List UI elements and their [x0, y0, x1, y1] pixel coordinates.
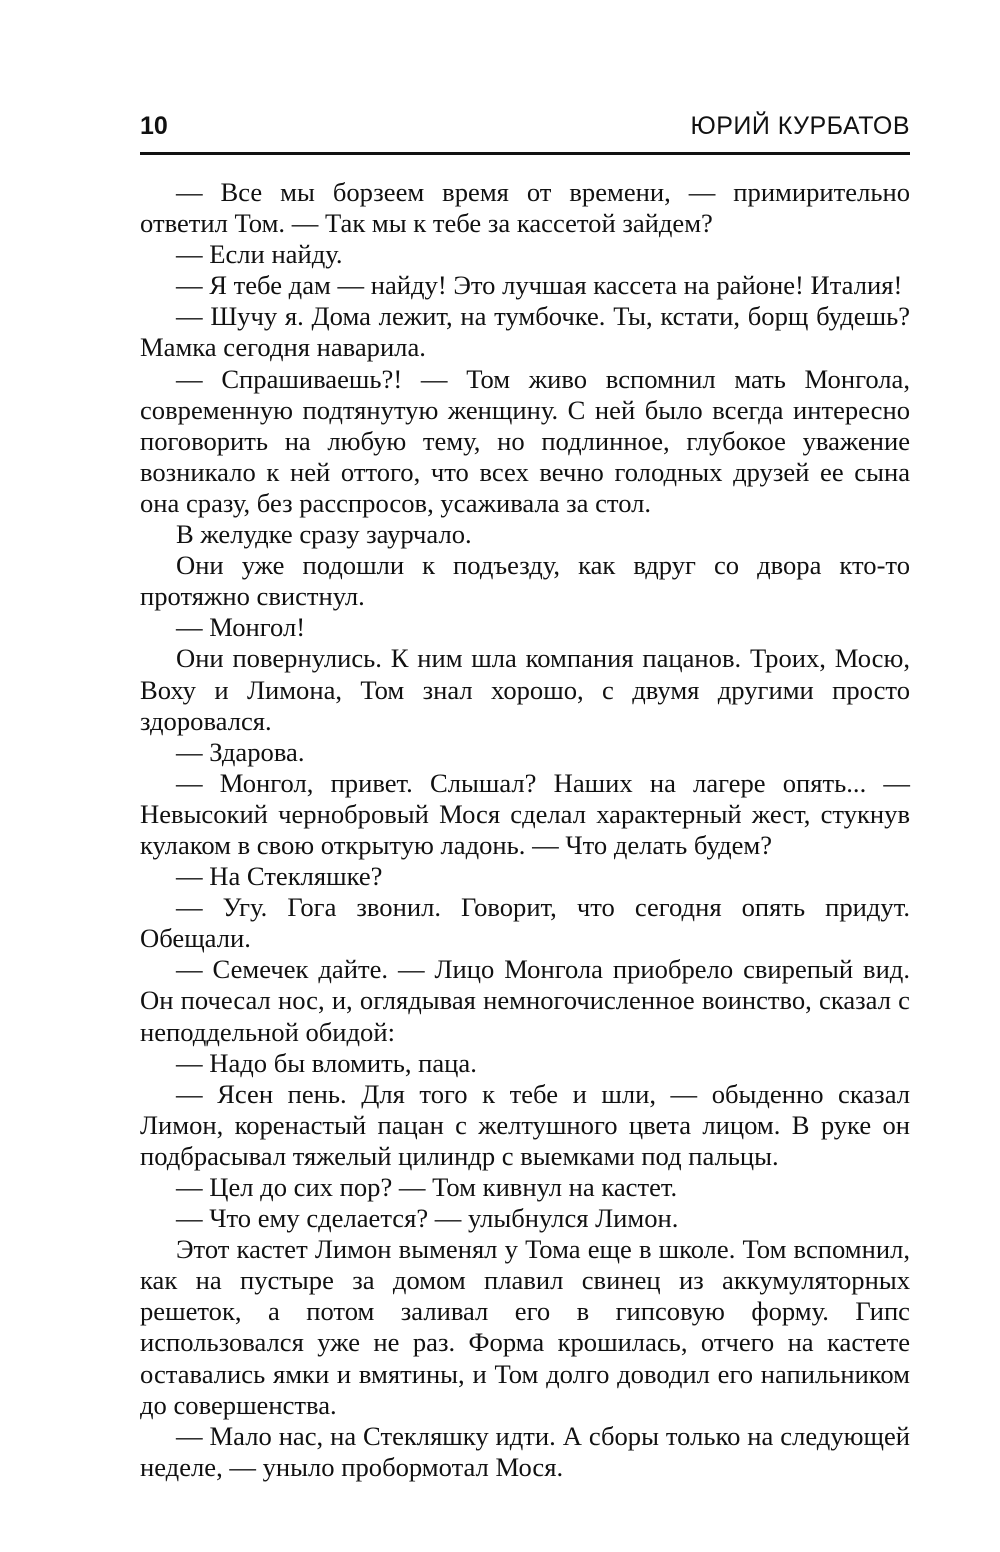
- page-header: [140, 112, 910, 155]
- paragraph: — Цел до сих пор? — Том кивнул на кастет.: [176, 1172, 678, 1202]
- paragraph: — Здарова.: [176, 736, 305, 767]
- paragraph: — Шучу я. Дома лежит, на тумбочке. Ты, кстати, борщ будешь? Мамка сегодня наварила.: [140, 301, 910, 363]
- paragraph: Этот кастет Лимон выменял у Тома еще в школе. Том вспомнил, как на пустыре за домом плавил свинец из аккумуляторных решеток, а потом заливал его в гипсовую форму. Гипс использовался уже не раз. Форма крошилась, отчего на кастете оставались ямки и вмятины, и Том долго доводил его напильником до совершенства.: [140, 1234, 910, 1420]
- paragraph: — Если найду.: [176, 239, 343, 270]
- body-text: [140, 177, 910, 1483]
- paragraph: — Монгол, привет. Слышал? Наших на лагере опять... — Невысокий чернобровый Мося сделал характерный жест, стукнув кулаком в свою открытую ладонь. — Что делать будем?: [140, 767, 910, 860]
- running-title: ЮРИЙ КУРБАТОВ: [690, 112, 910, 140]
- page-number: 10: [140, 112, 168, 140]
- paragraph: — Мало нас, на Стекляшку идти. А сборы только на следующей неделе, — уныло пробормотал Мося.: [140, 1420, 910, 1482]
- paragraph: — Все мы борзеем время от времени, — примирительно ответил Том. — Так мы к тебе за кассетой зайдем?: [140, 177, 910, 239]
- paragraph: — Спрашиваешь?! — Том живо вспомнил мать Монгола, современную подтянутую женщину. С ней было всегда интересно поговорить на любую тему, но подлинное, глубокое уважение возникало к ней оттого, что всех вечно голодных друзей ее сына она сразу, без расспросов, усаживала за стол.: [140, 363, 910, 518]
- paragraph: В желудке сразу заурчало.: [176, 519, 472, 550]
- paragraph: — Угу. Гога звонил. Говорит, что сегодня опять придут. Обещали.: [140, 892, 910, 954]
- paragraph: — Что ему сделается? — улыбнулся Лимон.: [176, 1203, 679, 1234]
- paragraph: Они повернулись. К ним шла компания пацанов. Троих, Мосю, Воху и Лимона, Том знал хорошо, с двумя другими просто здоровался.: [140, 643, 910, 736]
- paragraph: Они уже подошли к подъезду, как вдруг со двора кто-то протяжно свистнул.: [140, 550, 910, 612]
- paragraph: — Семечек дайте. — Лицо Монгола приобрело свирепый вид. Он почесал нос, и, оглядывая немногочисленное воинство, сказал с неподдельной обидой:: [140, 954, 910, 1047]
- paragraph: — Надо бы вломить, паца.: [176, 1047, 477, 1078]
- paragraph: — Монгол!: [176, 612, 306, 643]
- paragraph: — Я тебе дам — найду! Это лучшая кассета на районе! Италия!: [176, 270, 903, 301]
- paragraph: — Ясен пень. Для того к тебе и шли, — обыденно сказал Лимон, коренастый пацан с желтушного цвета лицом. В руке он подбрасывал тяжелый цилиндр с выемками под пальцы.: [140, 1078, 910, 1171]
- paragraph: — На Стекляшке?: [176, 861, 383, 892]
